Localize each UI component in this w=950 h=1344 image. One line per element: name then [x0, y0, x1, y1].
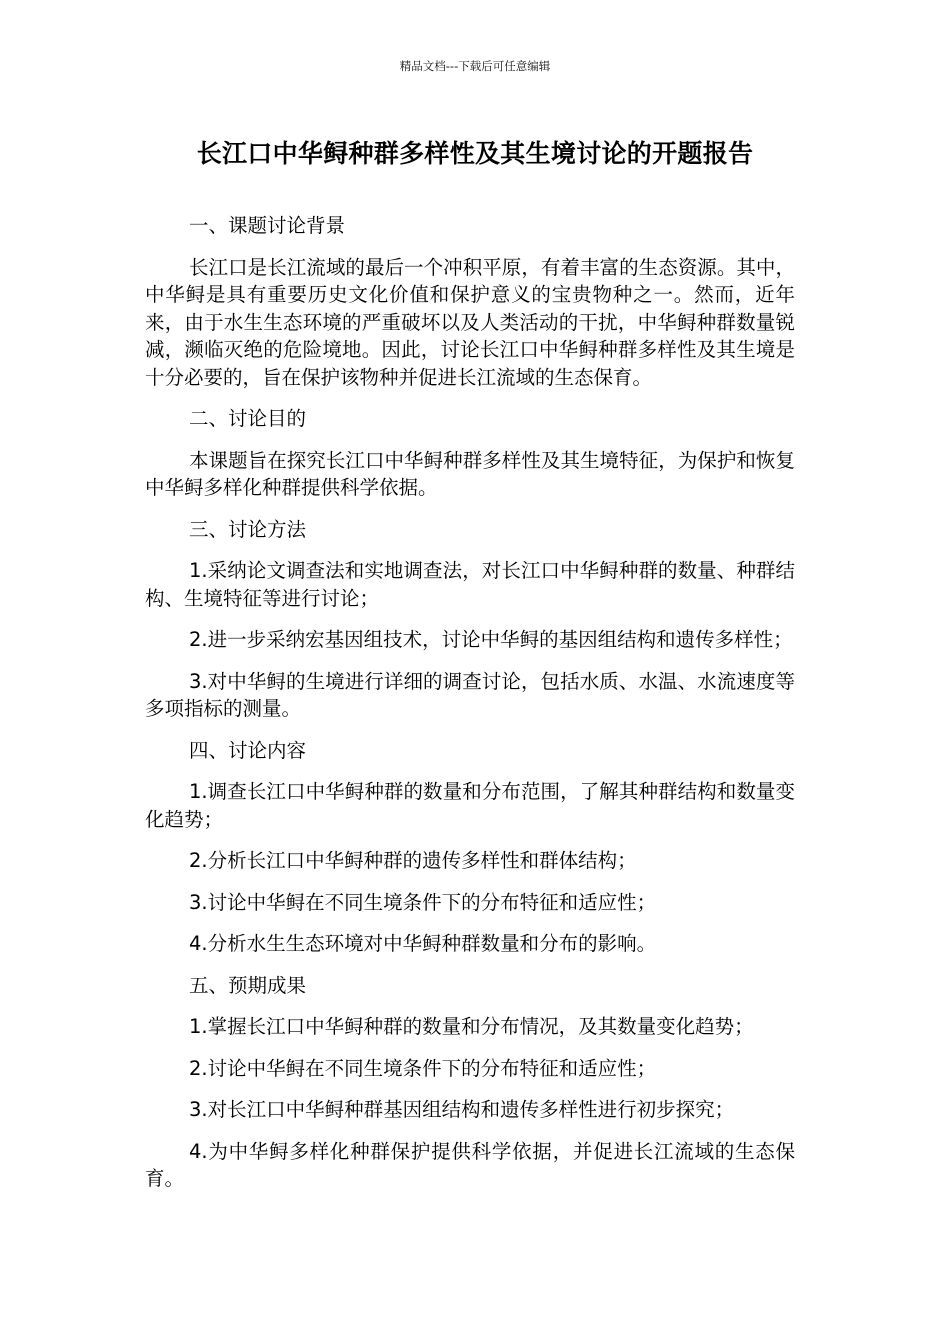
result-item-3: 3.对长江口中华鲟种群基因组结构和遗传多样性进行初步探究；: [189, 1098, 735, 1121]
document-title: 长江口中华鲟种群多样性及其生境讨论的开题报告: [196, 139, 754, 168]
section-heading-background: 一、课题讨论背景: [189, 214, 346, 237]
method-item-1: 1.采纳论文调查法和实地调查法，对长江口中华鲟种群的数量、种群结构、生境特征等进行讨论；: [145, 559, 795, 610]
section-heading-content: 四、讨论内容: [189, 738, 307, 762]
content-item-3: 3.讨论中华鲟在不同生境条件下的分布特征和适应性；: [189, 890, 657, 914]
section-heading-purpose: 二、讨论目的: [189, 407, 307, 430]
section-heading-results: 五、预期成果: [189, 973, 307, 997]
result-item-2: 2.讨论中华鲟在不同生境条件下的分布特征和适应性；: [189, 1056, 657, 1080]
content-item-1: 1.调查长江口中华鲟种群的数量和分布范围，了解其种群结构和数量变化趋势；: [145, 780, 795, 831]
content-item-2: 2.分析长江口中华鲟种群的遗传多样性和群体结构；: [189, 849, 637, 872]
section-heading-methods: 三、讨论方法: [189, 517, 307, 541]
page-header: 精品文档---下载后可任意编辑: [399, 59, 551, 73]
result-item-4: 4.为中华鲟多样化种群保护提供科学依据，并促进长江流域的生态保育。: [145, 1139, 795, 1190]
method-item-3: 3.对中华鲟的生境进行详细的调查讨论，包括水质、水温、水流速度等多项指标的测量。: [145, 669, 795, 720]
result-item-1: 1.掌握长江口中华鲟种群的数量和分布情况，及其数量变化趋势；: [189, 1015, 754, 1038]
background-paragraph: 长江口是长江流域的最后一个冲积平原，有着丰富的生态资源。其中，中华鲟是具有重要历史文化价值和保护意义的宝贵物种之一。然而，近年来，由于水生生态环境的严重破坏以及人类活动的干扰，中华鲟种群数量锐减，濒临灭绝的危险境地。因此，讨论长江口中华鲟种群多样性及其生境是十分必要的，旨在保护该物种并促进长江流域的生态保育。: [145, 255, 795, 389]
purpose-paragraph: 本课题旨在探究长江口中华鲟种群多样性及其生境特征，为保护和恢复中华鲟多样化种群提供科学依据。: [145, 448, 795, 499]
method-item-2: 2.进一步采纳宏基因组技术，讨论中华鲟的基因组结构和遗传多样性；: [189, 628, 793, 651]
content-item-4: 4.分析水生生态环境对中华鲟种群数量和分布的影响。: [189, 932, 657, 955]
document-body: [145, 212, 795, 1207]
